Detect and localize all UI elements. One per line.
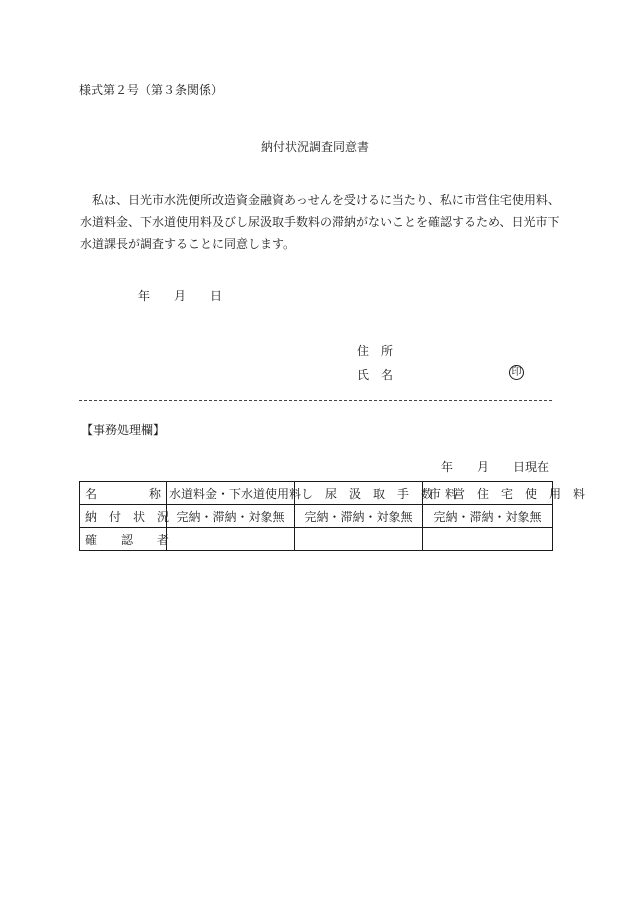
column-housing: 市 営 住 宅 使 用 料 [423,482,553,505]
table-row [80,505,553,528]
date-day-label: 日 [210,289,223,303]
consent-line: 水道課長が調査することに同意します。 [80,237,296,251]
status-cell: 完納・滞納・対象無 [167,505,295,528]
seal-icon: 印 [509,365,524,380]
document-title: 納付状況調査同意書 [260,140,369,154]
row-header-confirmer: 確 認 者 [80,528,167,551]
confirmer-cell [423,528,553,551]
cut-line-divider [79,400,552,401]
address-label: 住 所 [357,344,394,358]
confirmer-cell [167,528,295,551]
status-as-of-date [441,458,549,475]
status-cell: 完納・滞納・対象無 [295,505,423,528]
consent-line: 私は、日光市水洗便所改造資金融資あっせんを受けるに当たり、私に市営住宅使用料、 [80,193,560,207]
form-number: 様式第２号（第３条関係） [79,83,224,97]
date-month-label: 月 [174,289,187,303]
office-use-section-title: 【事務処理欄】 [81,423,166,437]
consent-date [138,287,222,304]
status-day-label: 日現在 [513,460,550,474]
column-night-soil: し 尿 汲 取 手 数 料 [295,482,423,505]
consent-line: 水道料金、下水道使用料及びし尿汲取手数料の滞納がないことを確認するため、日光市下 [80,215,560,229]
column-water-sewer: 水道料金・下水道使用料 [167,482,295,505]
consent-statement [80,189,560,255]
confirmer-cell [295,528,423,551]
status-month-label: 月 [477,460,490,474]
name-label: 氏 名 [357,368,394,382]
row-header-name: 名 称 [80,482,167,505]
date-year-label: 年 [138,289,151,303]
table-row [80,528,553,551]
row-header-payment-status: 納 付 状 況 [80,505,167,528]
payment-status-table [79,481,586,551]
status-cell: 完納・滞納・対象無 [423,505,553,528]
status-year-label: 年 [441,460,454,474]
table-row [80,482,553,505]
